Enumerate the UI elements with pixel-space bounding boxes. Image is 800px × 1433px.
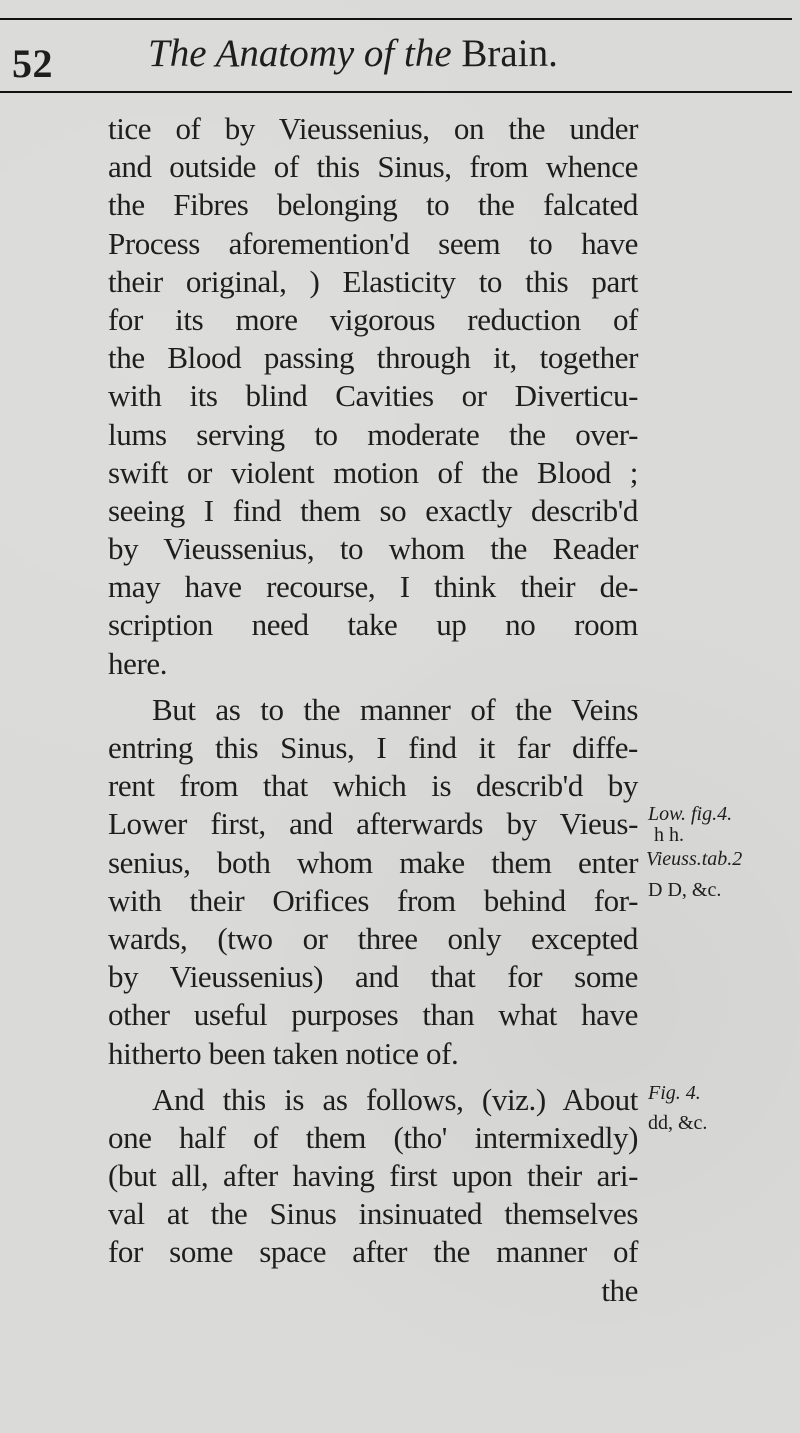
text-line: entring this Sinus, I find it far diffe- bbox=[108, 730, 638, 765]
catchword: the bbox=[601, 1272, 638, 1308]
text-line: Lower first, and afterwards by Vieus- bbox=[108, 806, 638, 842]
text-line: their original, ) Elasticity to this part bbox=[108, 263, 638, 299]
text-line: for its more vigorous reduction of bbox=[108, 301, 638, 337]
text-line: val at the Sinus insinuated themselves bbox=[108, 1196, 638, 1232]
text-line: But as to the manner of the Veins bbox=[152, 691, 638, 727]
text-line: by Vieussenius) and that for some bbox=[108, 959, 638, 995]
text-line: senius, both whom make them enter bbox=[108, 844, 638, 880]
margin-note: Fig. 4. bbox=[648, 1082, 701, 1104]
text-line: rent from that which is describ'd by bbox=[108, 768, 638, 804]
text-line: Process aforemention'd seem to have bbox=[108, 225, 638, 261]
paragraph-gap bbox=[108, 683, 638, 691]
margin-note: Vieuss.tab.2 bbox=[646, 848, 743, 870]
text-line: and outside of this Sinus, from whence bbox=[108, 149, 638, 185]
text-line: with its blind Cavities or Diverticu- bbox=[108, 378, 638, 414]
margin-note: Low. fig.4. bbox=[648, 803, 733, 825]
text-line: And this is as follows, (viz.) About bbox=[152, 1081, 638, 1117]
margin-note: dd, &c. bbox=[648, 1112, 708, 1134]
text-line: here. bbox=[108, 645, 168, 681]
text-line: (but all, after having first upon their ari- bbox=[108, 1158, 638, 1194]
running-head-italic: The Anatomy of the bbox=[148, 32, 452, 75]
text-line: scription need take up no room bbox=[108, 607, 638, 643]
page-number: 52 bbox=[12, 41, 53, 86]
page-header bbox=[8, 26, 768, 86]
main-text bbox=[108, 110, 638, 1310]
text-line: one half of them (tho' intermixedly) bbox=[108, 1119, 638, 1155]
margin-note: D D, &c. bbox=[648, 879, 722, 901]
running-head-roman: Brain. bbox=[461, 32, 558, 75]
text-line: by Vieussenius, to whom the Reader bbox=[108, 531, 638, 567]
text-line: may have recourse, I think their de- bbox=[108, 569, 638, 605]
text-line: swift or violent motion of the Blood ; bbox=[108, 454, 638, 490]
text-line: wards, (two or three only excepted bbox=[108, 920, 638, 956]
text-line: with their Orifices from behind for- bbox=[108, 882, 638, 918]
text-line: other useful purposes than what have bbox=[108, 997, 638, 1033]
text-line: hitherto been taken notice of. bbox=[108, 1035, 459, 1071]
paragraph-gap bbox=[108, 1073, 638, 1081]
top-rule bbox=[0, 18, 792, 20]
text-line: the Blood passing through it, together bbox=[108, 340, 638, 376]
text-line: the Fibres belonging to the falcated bbox=[108, 187, 638, 223]
running-head bbox=[148, 34, 558, 73]
text-line: seeing I find them so exactly describ'd bbox=[108, 492, 638, 528]
text-line: for some space after the manner of bbox=[108, 1234, 638, 1270]
text-line: tice of by Vieussenius, on the under bbox=[108, 111, 638, 146]
header-rule bbox=[0, 91, 792, 93]
text-line: lums serving to moderate the over- bbox=[108, 416, 638, 452]
margin-note: h h. bbox=[654, 824, 684, 846]
